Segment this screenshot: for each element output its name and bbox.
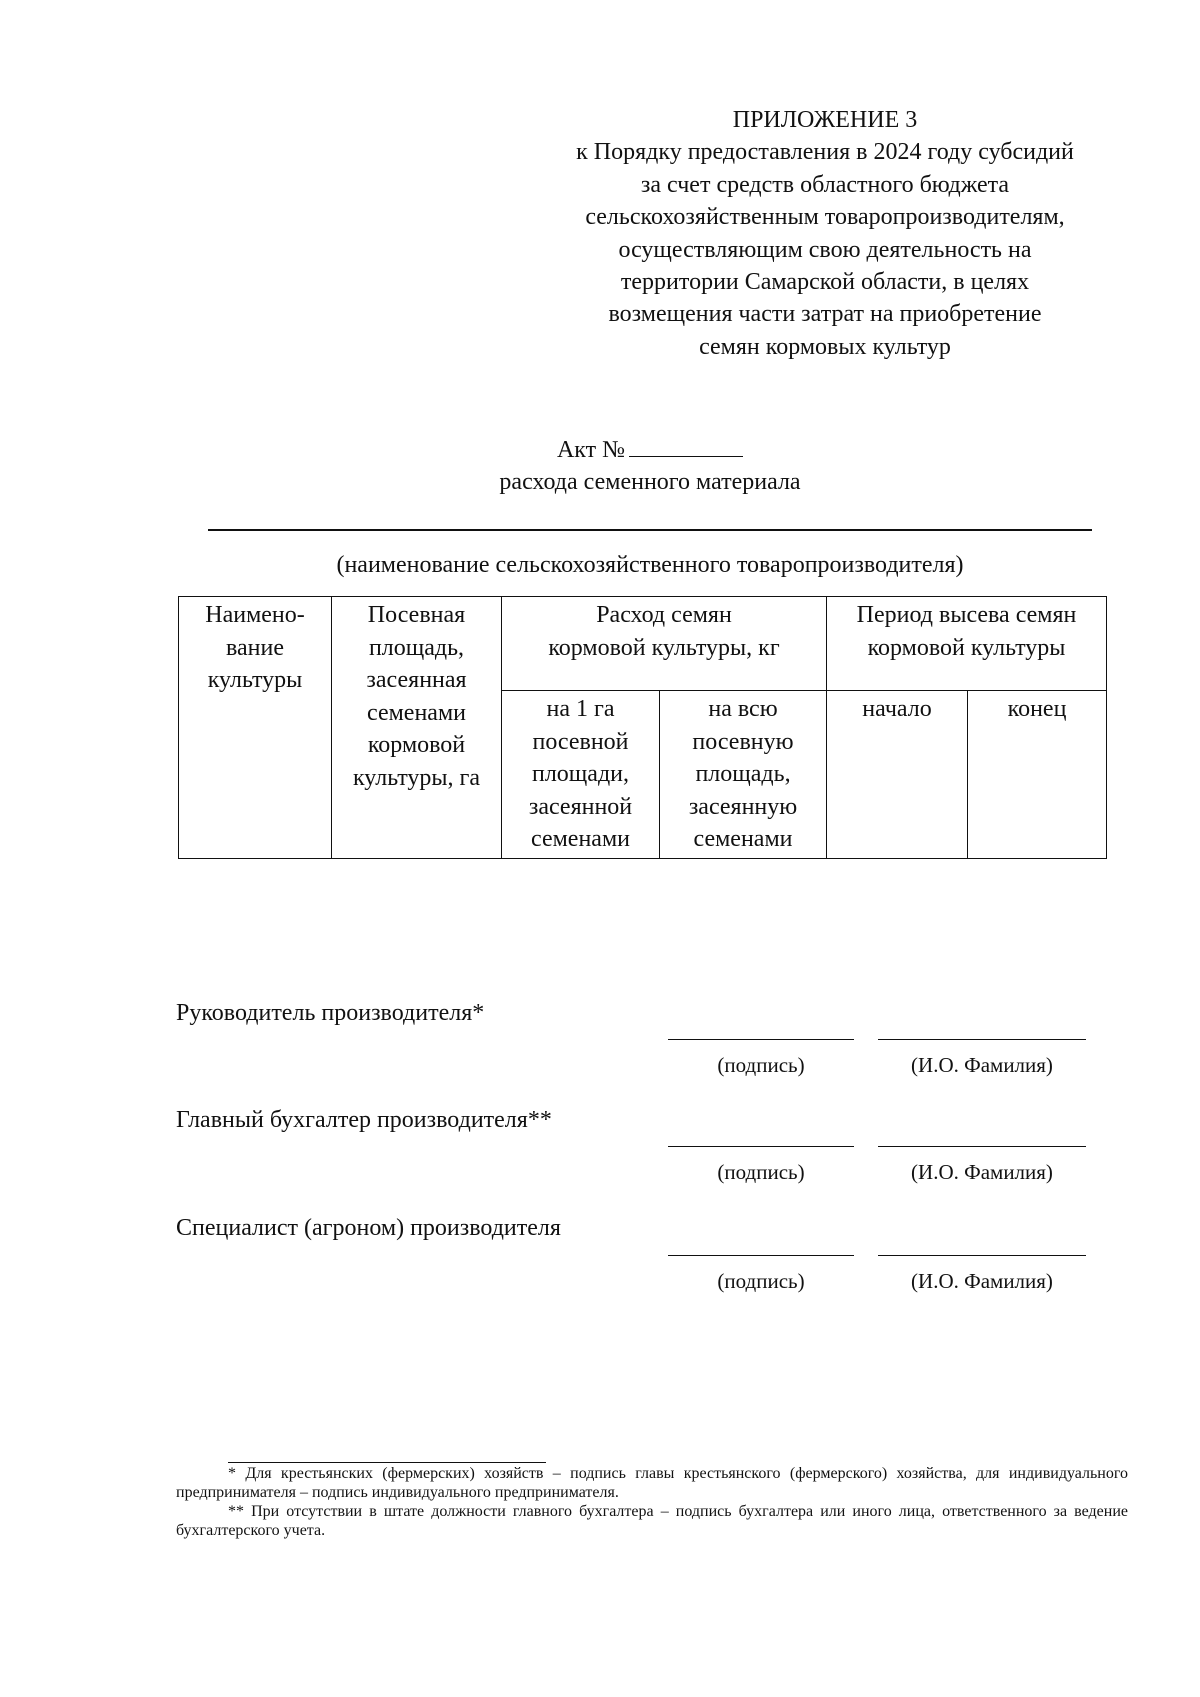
act-heading xyxy=(400,432,900,498)
appendix-header xyxy=(520,104,1130,363)
appendix-line: возмещения части затрат на приобретение xyxy=(608,301,1042,328)
signature-line xyxy=(668,1146,854,1147)
name-caption: (И.О. Фамилия) xyxy=(911,1269,1053,1293)
name-line xyxy=(878,1146,1086,1147)
appendix-line: осуществляющим свою деятельность на xyxy=(618,236,1032,263)
header-period: Период высева семян кормовой культуры xyxy=(827,597,1107,691)
header-consumption: Расход семян кормовой культуры, кг xyxy=(502,597,827,691)
appendix-line: семян кормовых культур xyxy=(699,333,951,360)
name-line xyxy=(878,1255,1086,1256)
signature-caption: (подпись) xyxy=(717,1269,805,1293)
table-header-row xyxy=(179,597,1107,691)
footnote-separator xyxy=(228,1462,546,1463)
signature-line xyxy=(668,1039,854,1040)
name-caption: (И.О. Фамилия) xyxy=(911,1160,1053,1184)
appendix-line: за счет средств областного бюджета xyxy=(640,171,1010,198)
name-caption: (И.О. Фамилия) xyxy=(911,1053,1053,1077)
appendix-line: сельскохозяйственным товаропроизводителям, xyxy=(585,204,1065,231)
header-culture: Наимено- вание культуры xyxy=(179,597,332,859)
signature-role-agronomist: Специалист (агроном) производителя xyxy=(176,1215,561,1241)
footnote-1: * Для крестьянских (фермерских) хозяйств – подпись главы крестьянского (фермерского) хозяйства, для индивидуального предпринимателя – подпись индивидуального предпринимателя. xyxy=(176,1465,1128,1501)
header-total-area: на всю посевную площадь, засеянную семенами xyxy=(660,691,827,859)
act-number-blank xyxy=(629,432,743,457)
name-line xyxy=(878,1039,1086,1040)
header-area: Посевная площадь, засеянная семенами кормовой культуры, га xyxy=(332,597,502,859)
header-per-hectare: на 1 га посевной площади, засеянной семенами xyxy=(502,691,660,859)
act-subtitle: расхода семенного материала xyxy=(499,469,801,495)
signature-role-accountant: Главный бухгалтер производителя** xyxy=(176,1107,552,1133)
signature-caption: (подпись) xyxy=(717,1160,805,1184)
signature-line xyxy=(668,1255,854,1256)
seed-consumption-table xyxy=(178,596,1107,859)
producer-name-line xyxy=(208,529,1092,531)
appendix-line: территории Самарской области, в целях xyxy=(620,269,1030,296)
producer-name-caption: (наименование сельскохозяйственного товаропроизводителя) xyxy=(336,552,964,578)
appendix-title: ПРИЛОЖЕНИЕ 3 xyxy=(732,107,918,133)
act-title: Акт № xyxy=(556,437,626,463)
footnote-2: ** При отсутствии в штате должности главного бухгалтера – подпись бухгалтера или иного лица, ответственного за ведение бухгалтерского учета. xyxy=(176,1503,1128,1539)
signature-role-head: Руководитель производителя* xyxy=(176,1000,485,1026)
header-period-end: конец xyxy=(968,691,1107,859)
appendix-line: к Порядку предоставления в 2024 году субсидий xyxy=(576,139,1074,166)
footnotes xyxy=(176,1464,1128,1540)
header-period-start: начало xyxy=(827,691,968,859)
signature-caption: (подпись) xyxy=(717,1053,805,1077)
